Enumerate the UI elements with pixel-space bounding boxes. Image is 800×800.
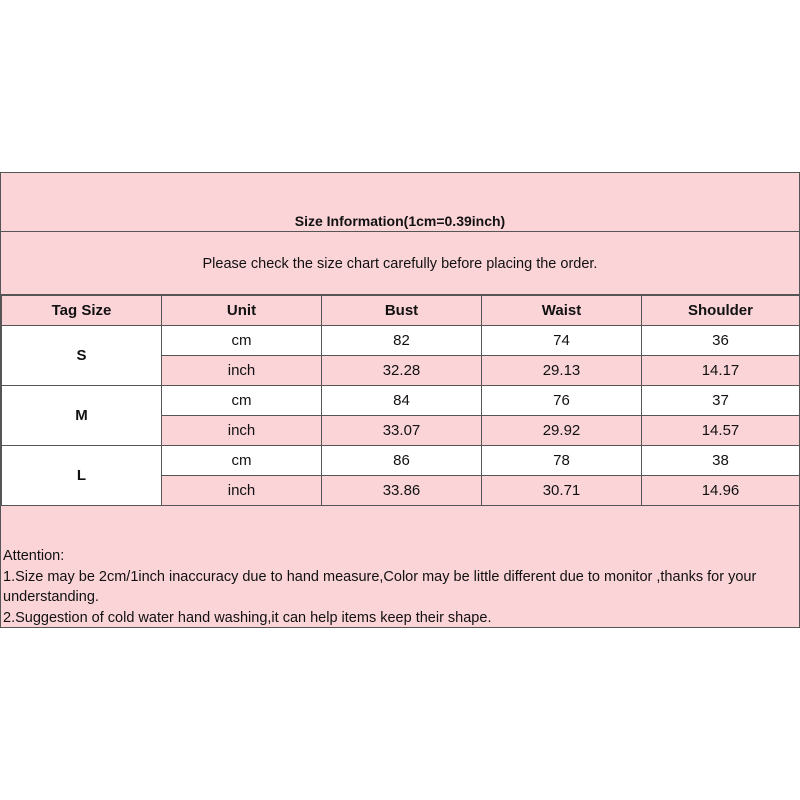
unit-cell: inch: [162, 356, 322, 386]
bust-cell: 32.28: [322, 356, 482, 386]
waist-cell: 78: [482, 446, 642, 476]
shoulder-cell: 37: [642, 386, 800, 416]
shoulder-cell: 14.96: [642, 476, 800, 506]
bust-cell: 33.86: [322, 476, 482, 506]
table-row: [2, 386, 800, 416]
bust-cell: 82: [322, 326, 482, 356]
waist-cell: 30.71: [482, 476, 642, 506]
waist-cell: 74: [482, 326, 642, 356]
attention-notes: [3, 546, 799, 628]
unit-cell: inch: [162, 476, 322, 506]
attention-line-2: 2.Suggestion of cold water hand washing,it can help items keep their shape.: [3, 609, 492, 626]
bust-cell: 33.07: [322, 416, 482, 446]
attention-line-1: 1.Size may be 2cm/1inch inaccuracy due to hand measure,Color may be little different due to monitor ,thanks for your understanding.: [3, 568, 757, 605]
unit-cell: inch: [162, 416, 322, 446]
bust-cell: 86: [322, 446, 482, 476]
unit-cell: cm: [162, 446, 322, 476]
bust-cell: 84: [322, 386, 482, 416]
size-table: [1, 295, 800, 506]
table-row: [2, 446, 800, 476]
tag-size-cell: L: [2, 446, 162, 506]
unit-cell: cm: [162, 326, 322, 356]
waist-cell: 29.13: [482, 356, 642, 386]
header-shoulder: Shoulder: [642, 296, 800, 326]
attention-heading: Attention:: [3, 548, 65, 564]
tag-size-cell: M: [2, 386, 162, 446]
shoulder-cell: 38: [642, 446, 800, 476]
header-unit: Unit: [162, 296, 322, 326]
shoulder-cell: 36: [642, 326, 800, 356]
waist-cell: 29.92: [482, 416, 642, 446]
tag-size-cell: S: [2, 326, 162, 386]
header-tag-size: Tag Size: [2, 296, 162, 326]
waist-cell: 76: [482, 386, 642, 416]
table-row: [2, 326, 800, 356]
header-waist: Waist: [482, 296, 642, 326]
shoulder-cell: 14.17: [642, 356, 800, 386]
size-chart: [0, 172, 800, 628]
unit-cell: cm: [162, 386, 322, 416]
shoulder-cell: 14.57: [642, 416, 800, 446]
chart-note: Please check the size chart carefully before placing the order.: [1, 232, 799, 295]
header-row: [2, 296, 800, 326]
header-bust: Bust: [322, 296, 482, 326]
chart-title: Size Information(1cm=0.39inch): [1, 173, 799, 232]
